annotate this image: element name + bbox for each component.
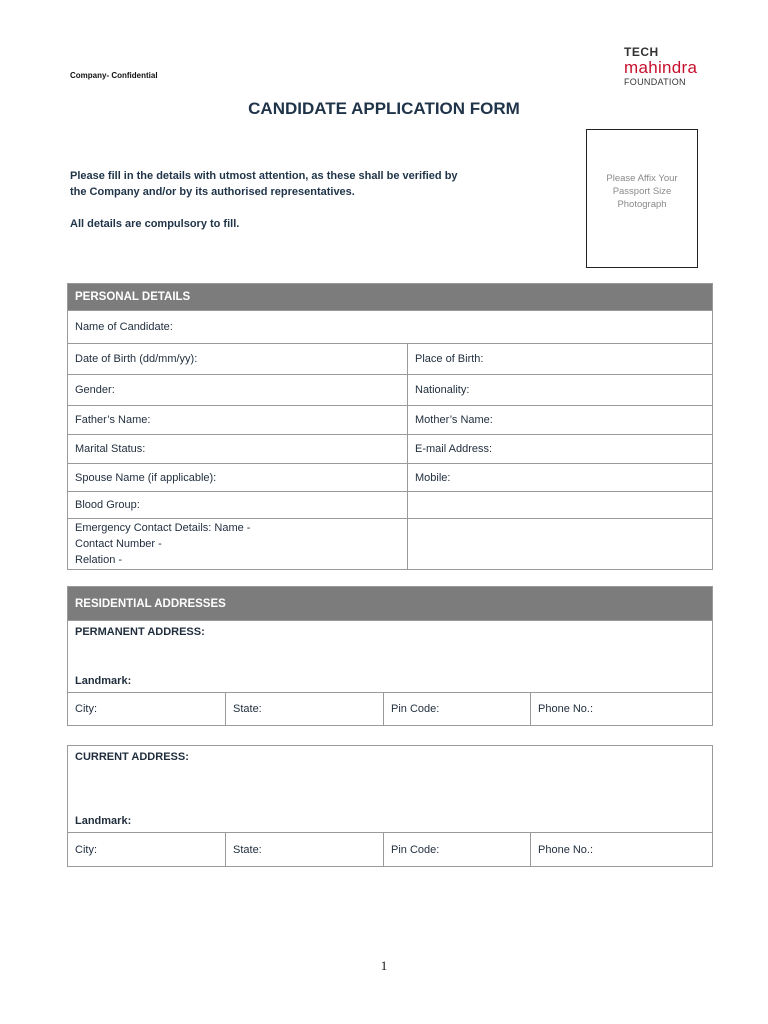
- page-number: 1: [380, 958, 388, 973]
- permanent-city-field[interactable]: City:: [68, 693, 226, 726]
- date-of-birth-field[interactable]: Date of Birth (dd/mm/yy):: [68, 344, 408, 375]
- confidential-label: Company- Confidential: [70, 71, 158, 80]
- mother-name-field[interactable]: Mother’s Name:: [408, 406, 713, 435]
- photo-box: [586, 129, 698, 268]
- permanent-address-field[interactable]: [68, 621, 713, 693]
- personal-details-heading: PERSONAL DETAILS: [68, 284, 713, 311]
- nationality-field[interactable]: Nationality:: [408, 375, 713, 406]
- email-address-field[interactable]: E-mail Address:: [408, 435, 713, 464]
- logo-line-mahindra: mahindra: [624, 58, 698, 77]
- photo-line-1: Please Affix Your: [606, 173, 678, 184]
- photo-line-2: Passport Size: [612, 186, 672, 197]
- current-landmark-label: Landmark:: [75, 815, 132, 827]
- compulsory-note: All details are compulsory to fill.: [70, 218, 240, 230]
- photo-instructions: [597, 172, 687, 211]
- intro-line-1: Please fill in the details with utmost attention, as these shall be verified by: [70, 170, 458, 182]
- emergency-contact-name: Emergency Contact Details: Name -: [75, 522, 251, 534]
- emergency-contact-field[interactable]: [68, 519, 408, 570]
- gender-field[interactable]: Gender:: [68, 375, 408, 406]
- permanent-phone-field[interactable]: Phone No.:: [531, 693, 713, 726]
- residential-addresses-heading: RESIDENTIAL ADDRESSES: [68, 587, 713, 621]
- permanent-pin-code-field[interactable]: Pin Code:: [384, 693, 531, 726]
- tech-mahindra-foundation-logo: [624, 46, 697, 87]
- photo-line-3: Photograph: [617, 199, 667, 210]
- current-address-field[interactable]: [68, 746, 713, 833]
- place-of-birth-field[interactable]: Place of Birth:: [408, 344, 713, 375]
- blood-group-field[interactable]: Blood Group:: [68, 492, 408, 519]
- logo-line-tech: TECH: [624, 45, 659, 59]
- permanent-landmark-label: Landmark:: [75, 675, 132, 687]
- emergency-contact-relation: Relation -: [75, 554, 123, 566]
- mobile-field[interactable]: Mobile:: [408, 464, 713, 492]
- permanent-address-label: PERMANENT ADDRESS:: [75, 626, 205, 638]
- emergency-contact-blank-cell: [408, 519, 713, 570]
- current-city-field[interactable]: City:: [68, 833, 226, 867]
- current-address-table: [67, 745, 713, 867]
- father-name-field[interactable]: Father’s Name:: [68, 406, 408, 435]
- candidate-name-field[interactable]: Name of Candidate:: [68, 311, 713, 344]
- blood-group-blank-cell: [408, 492, 713, 519]
- intro-instructions: [70, 168, 490, 232]
- current-state-field[interactable]: State:: [226, 833, 384, 867]
- current-pin-code-field[interactable]: Pin Code:: [384, 833, 531, 867]
- emergency-contact-number: Contact Number -: [75, 538, 162, 550]
- logo-line-foundation: FOUNDATION: [624, 77, 686, 87]
- current-phone-field[interactable]: Phone No.:: [531, 833, 713, 867]
- residential-addresses-header: [68, 587, 713, 621]
- personal-details-header: [68, 284, 713, 311]
- permanent-state-field[interactable]: State:: [226, 693, 384, 726]
- permanent-address-table: [67, 586, 713, 726]
- current-address-label: CURRENT ADDRESS:: [75, 751, 189, 763]
- marital-status-field[interactable]: Marital Status:: [68, 435, 408, 464]
- form-title: CANDIDATE APPLICATION FORM: [248, 99, 520, 118]
- spouse-name-field[interactable]: Spouse Name (if applicable):: [68, 464, 408, 492]
- personal-details-table: [67, 283, 713, 570]
- intro-line-2: the Company and/or by its authorised representatives.: [70, 186, 355, 198]
